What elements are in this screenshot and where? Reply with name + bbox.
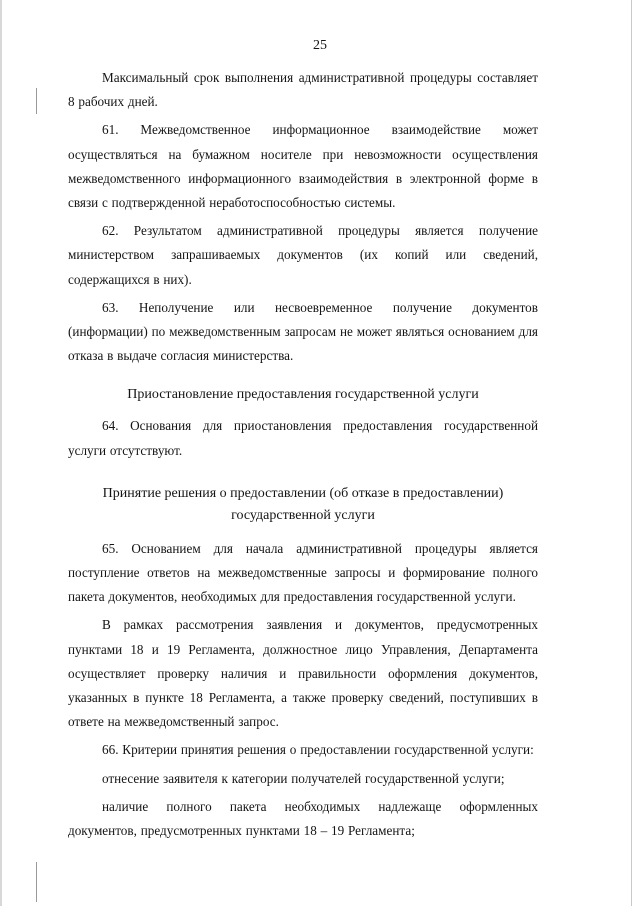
paragraph-max-term: Максимальный срок выполнения административной процедуры составляет 8 рабочих дней.: [68, 70, 538, 110]
section-heading-decision-line1: Принятие решения о предоставлении (об отказе в предоставлении): [102, 485, 504, 501]
scan-mark: [36, 862, 37, 902]
paragraph-66-criterion-documents: наличие полного пакета необходимых надлежаще оформленных документов, предусмотренных пунктами 18 – 19 Регламента;: [68, 798, 538, 839]
section-heading-decision-line2: государственной услуги: [231, 507, 375, 523]
scan-left-edge: [0, 0, 2, 906]
scan-mark: [36, 88, 37, 114]
paragraph-61: 61. Межведомственное информационное взаимодействие может осуществляться на бумажном носителе при невозможности осуществления межведомственного информационного взаимодействия в электронной форме в связи с подтвержденной неработоспособностью системы.: [68, 122, 538, 211]
scan-right-edge: [631, 0, 632, 906]
paragraph-65-review: В рамках рассмотрения заявления и документов, предусмотренных пунктами 18 и 19 Регламента, должностное лицо Управления, Департамента осуществляет проверку наличия и правильности оформления документов, указанных в пункте 18 Регламента, а также проверку сведений, поступивших в ответе на межведомственный запрос.: [68, 617, 538, 730]
section-heading-decision: [68, 483, 538, 527]
section-heading-suspension: Приостановление предоставления государственной услуги: [127, 387, 479, 403]
paragraph-64: 64. Основания для приостановления предоставления государственной услуги отсутствуют.: [68, 418, 538, 458]
paragraph-65: 65. Основанием для начала административной процедуры является поступление ответов на межведомственные запросы и формирование полного пакета документов, необходимых для предоставления государственной услуги.: [68, 540, 538, 605]
paragraph-66-criterion-category: отнесение заявителя к категории получателей государственной услуги;: [102, 770, 505, 786]
page-number: 25: [313, 38, 327, 53]
paragraph-66: 66. Критерии принятия решения о предоставлении государственной услуги:: [102, 742, 534, 758]
paragraph-62: 62. Результатом административной процедуры является получение министерством запрашиваемых документов (их копий или сведений, содержащихся в них).: [68, 223, 538, 287]
document-body: [68, 66, 538, 847]
paragraph-63: 63. Неполучение или несвоевременное получение документов (информации) по межведомственным запросам не может являться основанием для отказа в выдаче согласия министерства.: [68, 299, 538, 364]
